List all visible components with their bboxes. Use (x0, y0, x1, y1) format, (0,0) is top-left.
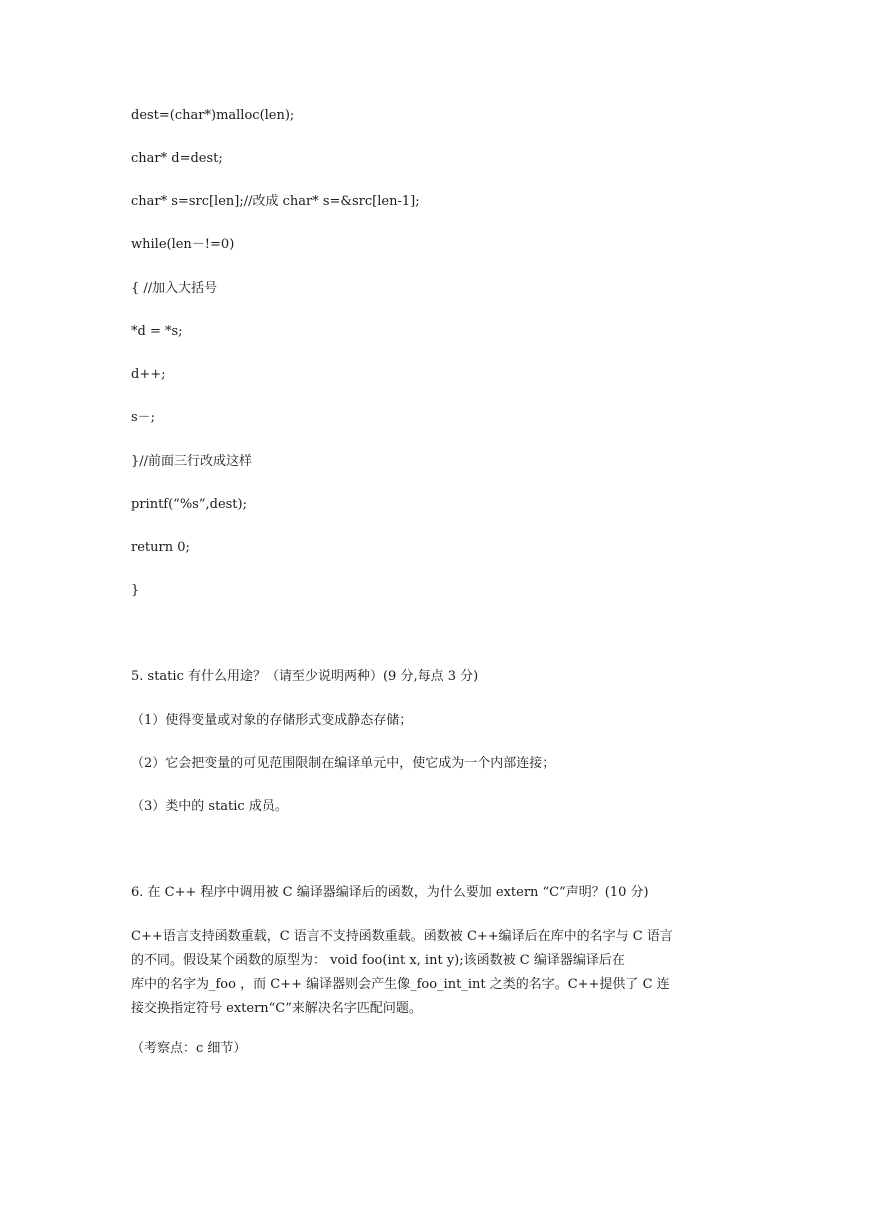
answer-line: C++语言支持函数重载，C 语言不支持函数重载。函数被 C++编译后在库中的名字与 C 语言 (131, 929, 673, 944)
code-line: return 0; (131, 540, 190, 555)
code-line: s－; (131, 410, 156, 425)
answer-line: 的不同。假设某个函数的原型为： void foo(int x, int y);该函数被 C 编译器编译后在 (131, 953, 625, 968)
code-line: dest=(char*)malloc(len); (131, 108, 295, 123)
code-line: char* s=src[len];//改成 char* s=&src[len-1]; (131, 194, 420, 209)
question-5-title: 5. static 有什么用途？（请至少说明两种）(9 分,每点 3 分) (131, 669, 479, 684)
answer-line: 接交换指定符号 extern“C”来解决名字匹配问题。 (131, 1001, 422, 1016)
question-6-note: （考察点：c 细节） (131, 1041, 247, 1056)
code-line: { //加入大括号 (131, 281, 218, 296)
code-line: while(len－!=0) (131, 237, 235, 252)
code-line: d++; (131, 367, 166, 382)
code-line: }//前面三行改成这样 (131, 454, 253, 469)
code-line: printf(“%s”,dest); (131, 497, 247, 512)
code-line: char* d=dest; (131, 151, 223, 166)
question-6-answer (131, 925, 739, 1021)
question-5-answer: （1）使得变量或对象的存储形式变成静态存储； (131, 713, 413, 728)
code-line: *d = *s; (131, 324, 183, 339)
question-5-answer: （2）它会把变量的可见范围限制在编译单元中，使它成为一个内部连接； (131, 756, 556, 771)
code-line: } (131, 583, 140, 598)
answer-line: 库中的名字为_foo ，而 C++ 编译器则会产生像_foo_int_int 之类的名字。C++提供了 C 连 (131, 977, 670, 992)
question-6-title: 6. 在 C++ 程序中调用被 C 编译器编译后的函数，为什么要加 extern “C”声明？(10 分) (131, 885, 649, 900)
question-5-answer: （3）类中的 static 成员。 (131, 799, 288, 814)
